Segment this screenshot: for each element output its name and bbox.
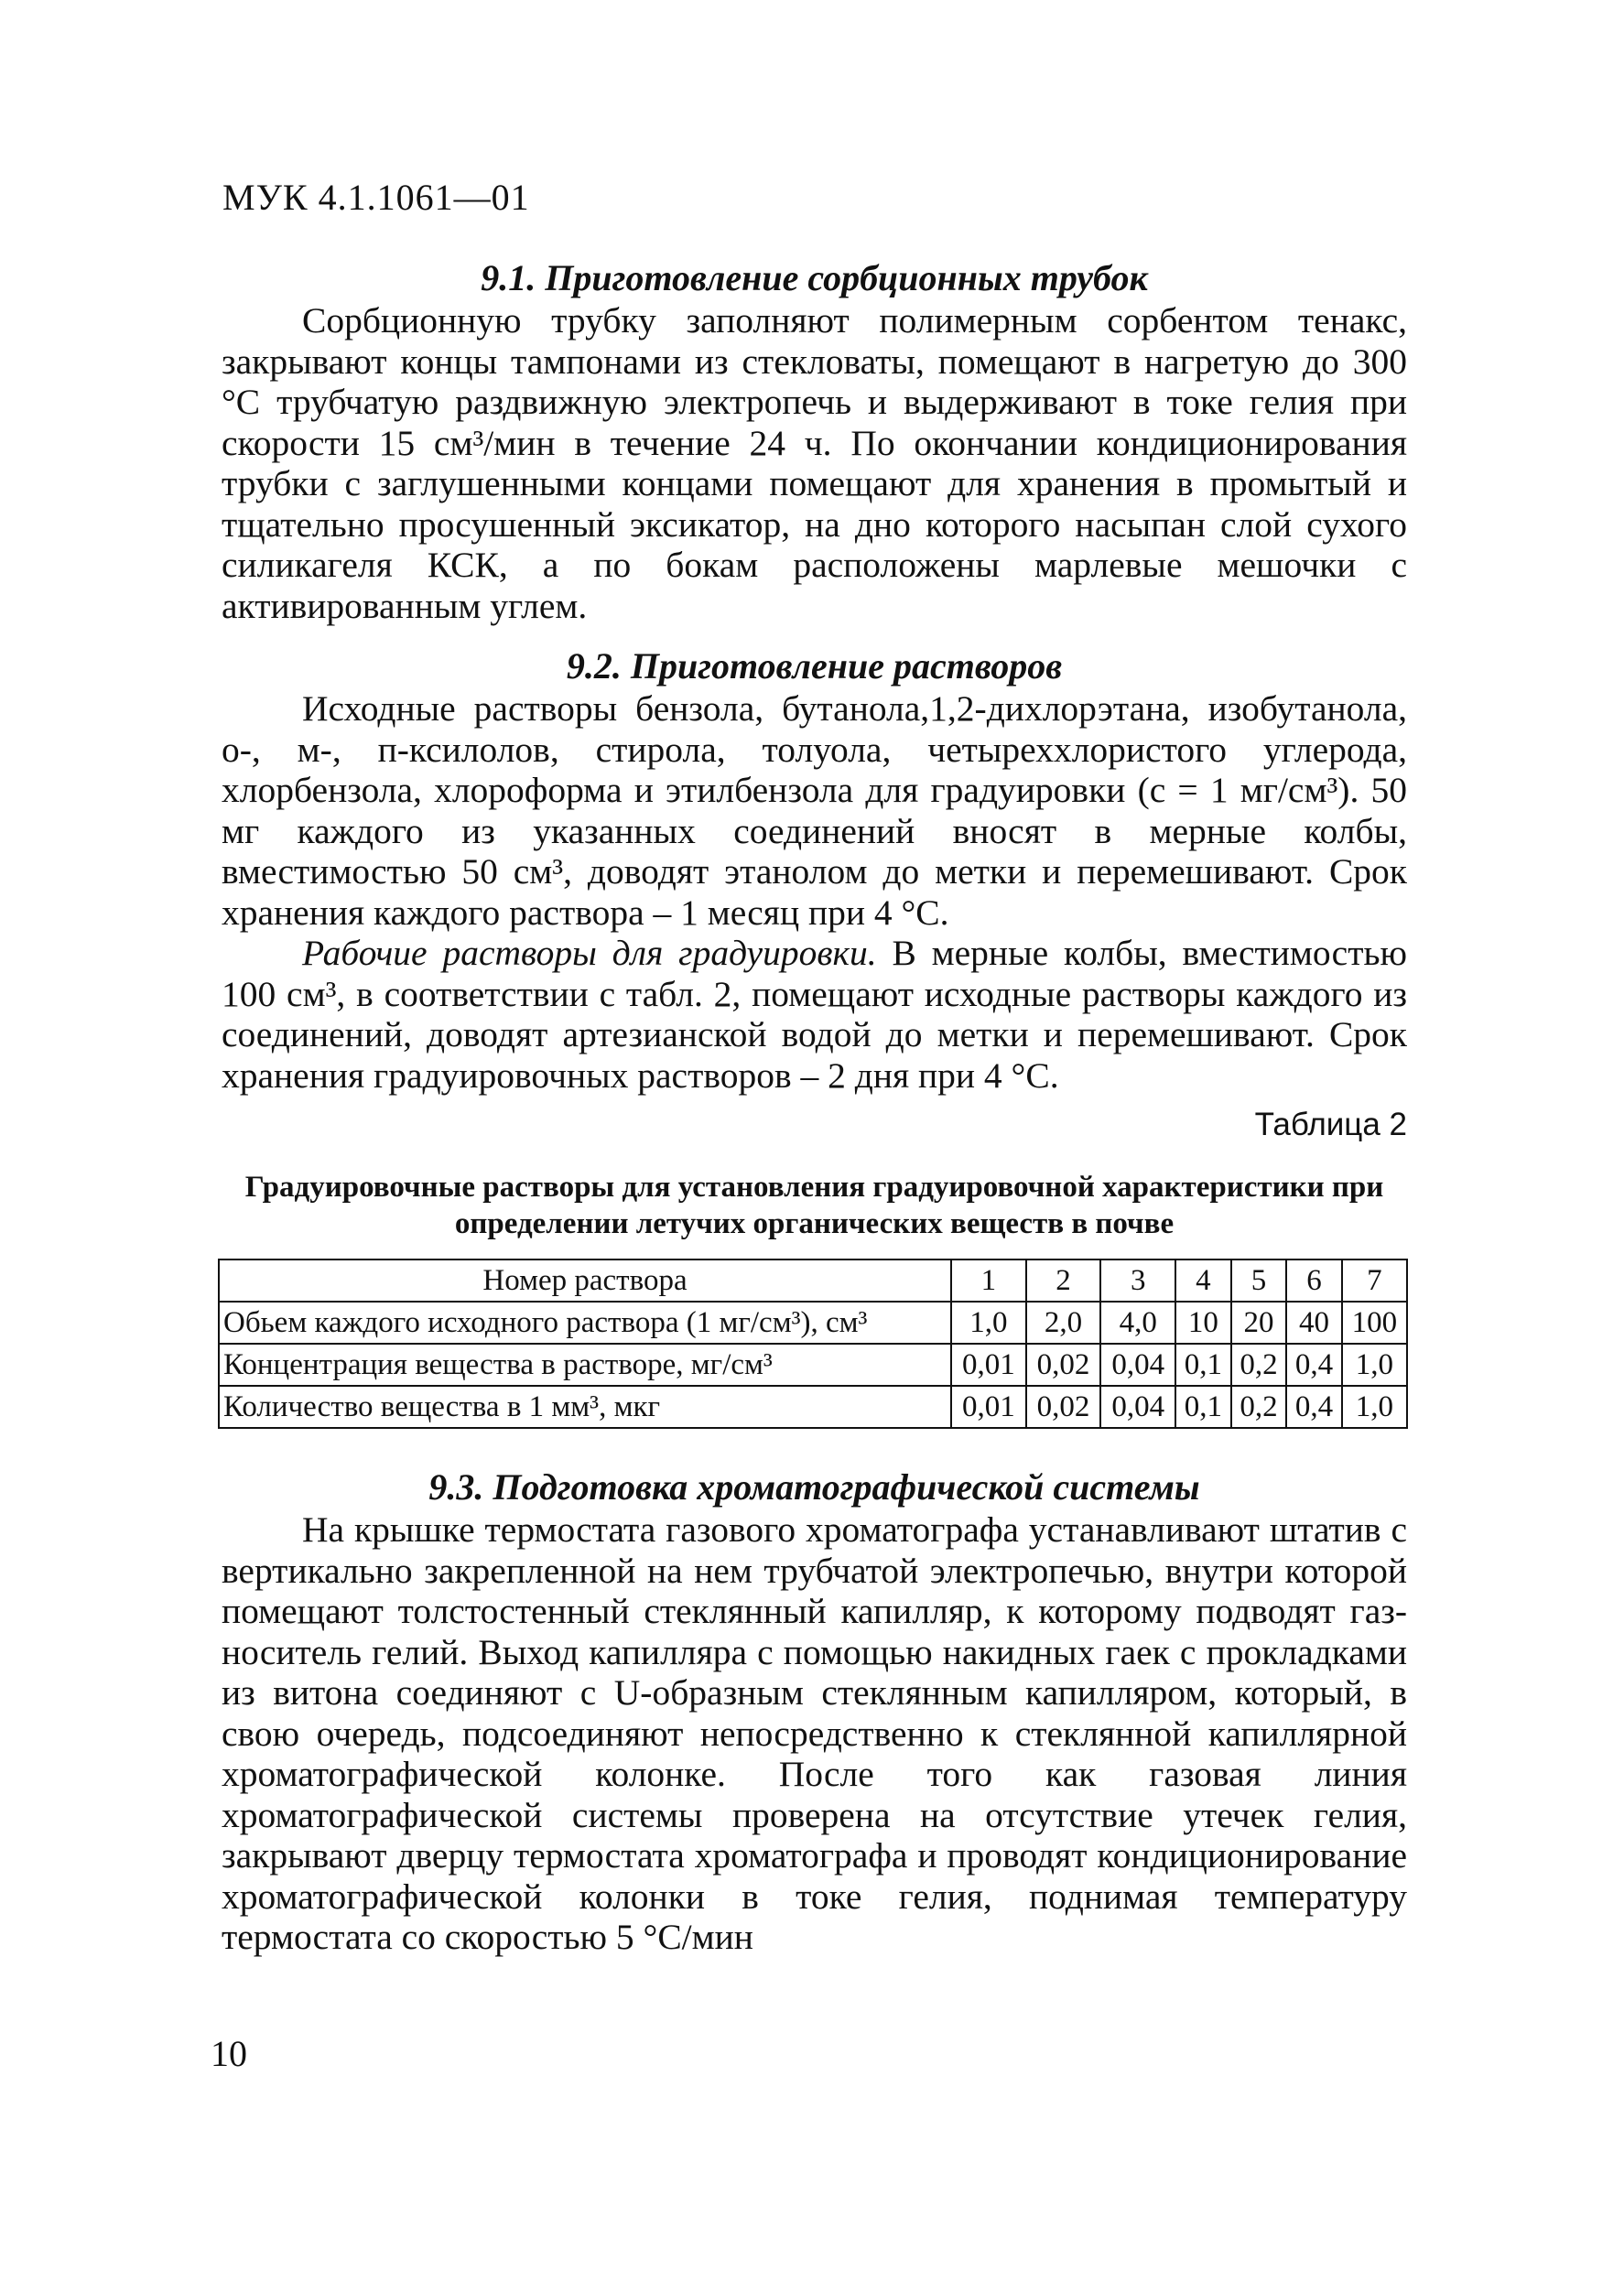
table-header-cell: 1 [951, 1260, 1026, 1302]
section-9-1-paragraph: Сорбционную трубку заполняют полимерным сорбентом тенакс, закрывают концы тампонами из стекловаты, помещают в нагретую до 300 °С трубчатую раздвижную электропечь и выдерживают в токе гелия при скорости 15 см³/мин в течение 24 ч. По окончании кондиционирования трубки с заглушенными концами помещают для хранения в промытый и тщательно просушенный эксикатор, на дно которого насыпан слой сухого силикагеля КСК, а по бокам расположены марлевые мешочки с активированным углем. [222, 300, 1407, 626]
table-title: Градуировочные растворы для установления градуировочной характеристики при определении летучих органических веществ в почве [244, 1171, 1384, 1240]
table-cell: 20 [1231, 1302, 1287, 1344]
table-header-row [219, 1260, 1407, 1302]
table-row [219, 1302, 1407, 1344]
table-row [219, 1386, 1407, 1428]
table-cell: 0,4 [1286, 1344, 1342, 1386]
table-caption: Таблица 2 [1254, 1107, 1407, 1142]
section-9-3 [222, 1465, 1407, 1958]
table-header-cell: 6 [1286, 1260, 1342, 1302]
table-cell: 1,0 [951, 1302, 1026, 1344]
table-cell: 1,0 [1342, 1344, 1407, 1386]
table-cell: 0,4 [1286, 1386, 1342, 1428]
table-header-cell: 5 [1231, 1260, 1287, 1302]
page-number: 10 [211, 2033, 247, 2074]
table-cell: 4,0 [1100, 1302, 1175, 1344]
calibration-table [218, 1259, 1408, 1429]
table-cell: 0,1 [1175, 1386, 1231, 1428]
table-row [219, 1344, 1407, 1386]
section-9-2 [222, 644, 1407, 1096]
table-cell: 0,01 [951, 1344, 1026, 1386]
table-cell: 100 [1342, 1302, 1407, 1344]
section-title-9-1: 9.1. Приготовление сорбционных трубок [481, 257, 1148, 298]
table-cell: 0,2 [1231, 1386, 1287, 1428]
table-row-label: Концентрация вещества в растворе, мг/см³ [219, 1344, 951, 1386]
section-9-2-paragraph-1: Исходные растворы бензола, бутанола,1,2-дихлорэтана, изобутанола, о-, м-, п-ксилолов, стирола, толуола, четыреххлористого углерода, хлорбензола, хлороформа и этилбензола для градуировки (с = 1 мг/см³). 50 мг каждого из указанных соединений вносят в мерные колбы, вместимостью 50 см³, доводят этанолом до метки и перемешивают. Срок хранения каждого раствора – 1 месяц при 4 °С. [222, 688, 1407, 933]
section-9-1 [222, 256, 1407, 626]
table-header-cell: 7 [1342, 1260, 1407, 1302]
document-code-header: МУК 4.1.1061—01 [222, 177, 530, 218]
section-9-2-paragraph-2 [222, 933, 1407, 1096]
working-solutions-lead: Рабочие растворы для градуировки. [302, 933, 877, 973]
table-header-cell: 3 [1100, 1260, 1175, 1302]
table-cell: 0,02 [1026, 1344, 1101, 1386]
table-header-label: Номер раствора [219, 1260, 951, 1302]
table-cell: 10 [1175, 1302, 1231, 1344]
section-9-3-paragraph: На крышке термостата газового хроматографа устанавливают штатив с вертикально закрепленной на нем трубчатой электропечью, внутри которой помещают толстостенный стеклянный капилляр, к которому подводят газ-носитель гелий. Выход капилляра с помощью накидных гаек с прокладками из витона соединяют с U-образным стеклянным капилляром, который, в свою очередь, подсоединяют непосредственно к стеклянной капиллярной хроматографической колонке. После того как газовая линия хроматографической системы проверена на отсутствие утечек гелия, закрывают дверцу термостата хроматографа и проводят кондиционирование хроматографической колонки в токе гелия, поднимая температуру термостата со скоростью 5 °С/мин [222, 1509, 1407, 1957]
section-title-9-2: 9.2. Приготовление растворов [566, 645, 1063, 687]
table-cell: 0,02 [1026, 1386, 1101, 1428]
table-row-label: Количество вещества в 1 мм³, мкг [219, 1386, 951, 1428]
table-cell: 0,04 [1100, 1386, 1175, 1428]
page-content [222, 256, 1407, 1958]
table-cell: 0,01 [951, 1386, 1026, 1428]
table-header-cell: 4 [1175, 1260, 1231, 1302]
table-cell: 0,04 [1100, 1344, 1175, 1386]
table-cell: 0,2 [1231, 1344, 1287, 1386]
table-row-label: Обьем каждого исходного раствора (1 мг/см³), см³ [219, 1302, 951, 1344]
table-cell: 40 [1286, 1302, 1342, 1344]
table-cell: 0,1 [1175, 1344, 1231, 1386]
table-header-cell: 2 [1026, 1260, 1101, 1302]
table-cell: 1,0 [1342, 1386, 1407, 1428]
table-cell: 2,0 [1026, 1302, 1101, 1344]
section-title-9-3: 9.3. Подготовка хроматографической системы [428, 1466, 1200, 1508]
working-solutions-text: В мерные колбы, вместимостью 100 см³, в соответствии с табл. 2, помещают исходные растворы каждого из соединений, доводят артезианской водой до метки и перемешивают. Срок хранения градуировочных растворов – 2 дня при 4 °С. [222, 933, 1407, 1096]
